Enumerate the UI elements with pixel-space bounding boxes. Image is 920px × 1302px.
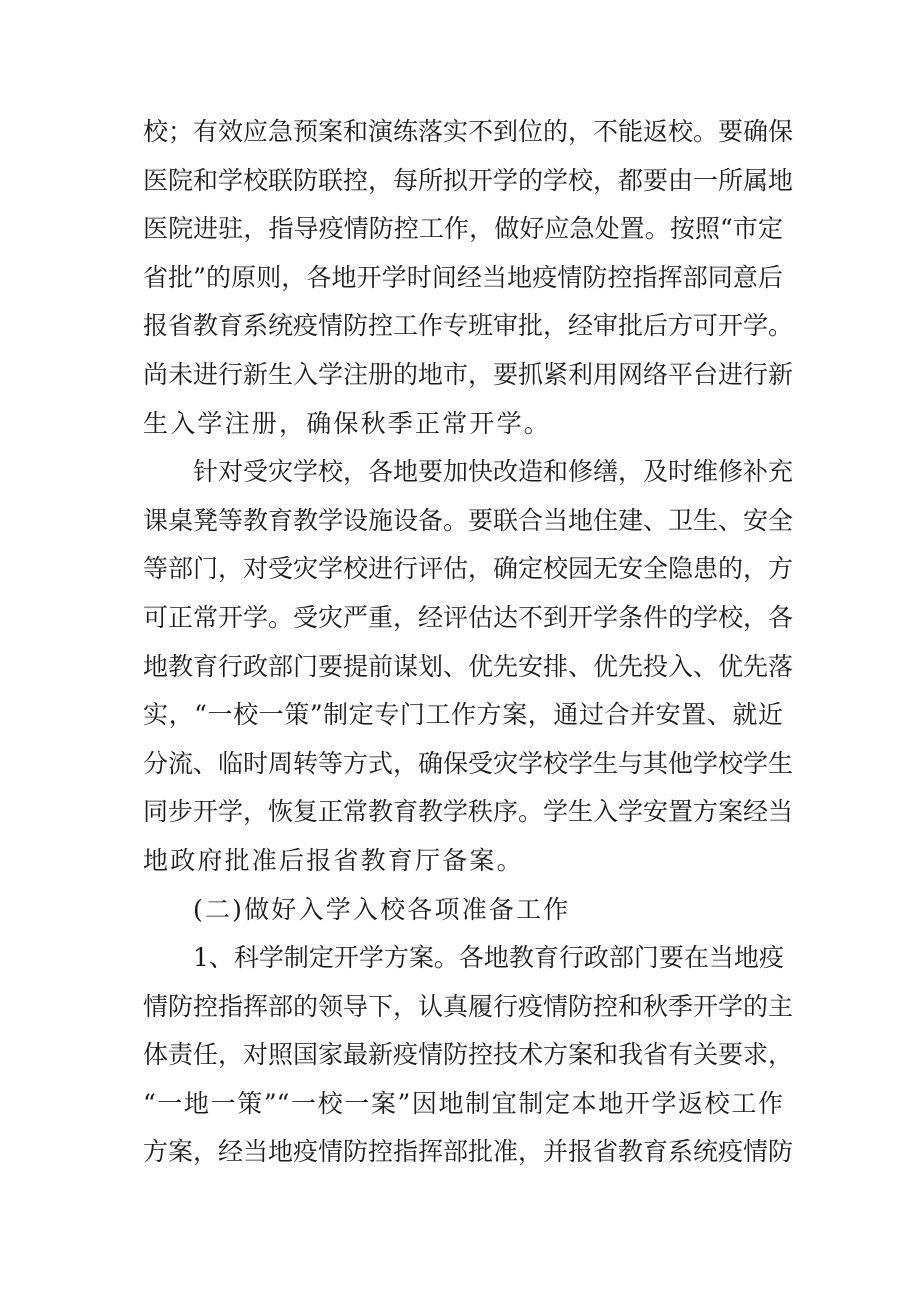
text-line: 尚未进行新生入学注册的地市，要抓紧利用网络平台进行新: [143, 359, 794, 389]
text-line: 课桌凳等教育教学设施设备。要联合当地住建、卫生、安全: [143, 505, 794, 535]
text-line: 等部门，对受灾学校进行评估，确定校园无安全隐患的，方: [143, 554, 794, 584]
text-line: 医院和学校联防联控，每所拟开学的学校，都要由一所属地: [143, 165, 794, 195]
text-line: 省批”的原则，各地开学时间经当地疫情防控指挥部同意后: [143, 262, 783, 292]
text-line: 方案，经当地疫情防控指挥部批准，并报省教育系统疫情防: [143, 1137, 794, 1167]
text-line: 医院进驻，指导疫情防控工作，做好应急处置。按照“市定: [143, 214, 783, 244]
document-body: [143, 108, 794, 1177]
text-line: “一地一策”“一校一案”因地制宜制定本地开学返校工作: [143, 1088, 783, 1118]
text-line: 地教育行政部门要提前谋划、优先安排、优先投入、优先落: [143, 651, 794, 681]
text-line: 地政府批准后报省教育厅备案。: [143, 845, 524, 875]
text-line: 同步开学，恢复正常教育教学秩序。学生入学安置方案经当: [143, 797, 794, 827]
text-line: 针对受灾学校，各地要加快改造和修缮，及时维修补充: [193, 457, 794, 487]
text-line: 体责任，对照国家最新疫情防控技术方案和我省有关要求，: [143, 1040, 794, 1070]
text-line: 报省教育系统疫情防控工作专班审批，经审批后方可开学。: [143, 311, 794, 341]
text-line: 可正常开学。受灾严重，经评估达不到开学条件的学校，各: [143, 602, 794, 632]
text-line: 实，“一校一策”制定专门工作方案，通过合并安置、就近: [143, 700, 783, 730]
text-line: 生入学注册，确保秋季正常开学。: [143, 408, 552, 438]
text-line: 情防控指挥部的领导下，认真履行疫情防控和秋季开学的主: [143, 991, 794, 1021]
text-line: 分流、临时周转等方式，确保受灾学校学生与其他学校学生: [143, 748, 794, 778]
section-heading: (二)做好入学入校各项准备工作: [193, 894, 571, 924]
text-line: 1、科学制定开学方案。各地教育行政部门要在当地疫: [193, 943, 784, 973]
text-line: 校；有效应急预案和演练落实不到位的，不能返校。要确保: [143, 117, 794, 146]
